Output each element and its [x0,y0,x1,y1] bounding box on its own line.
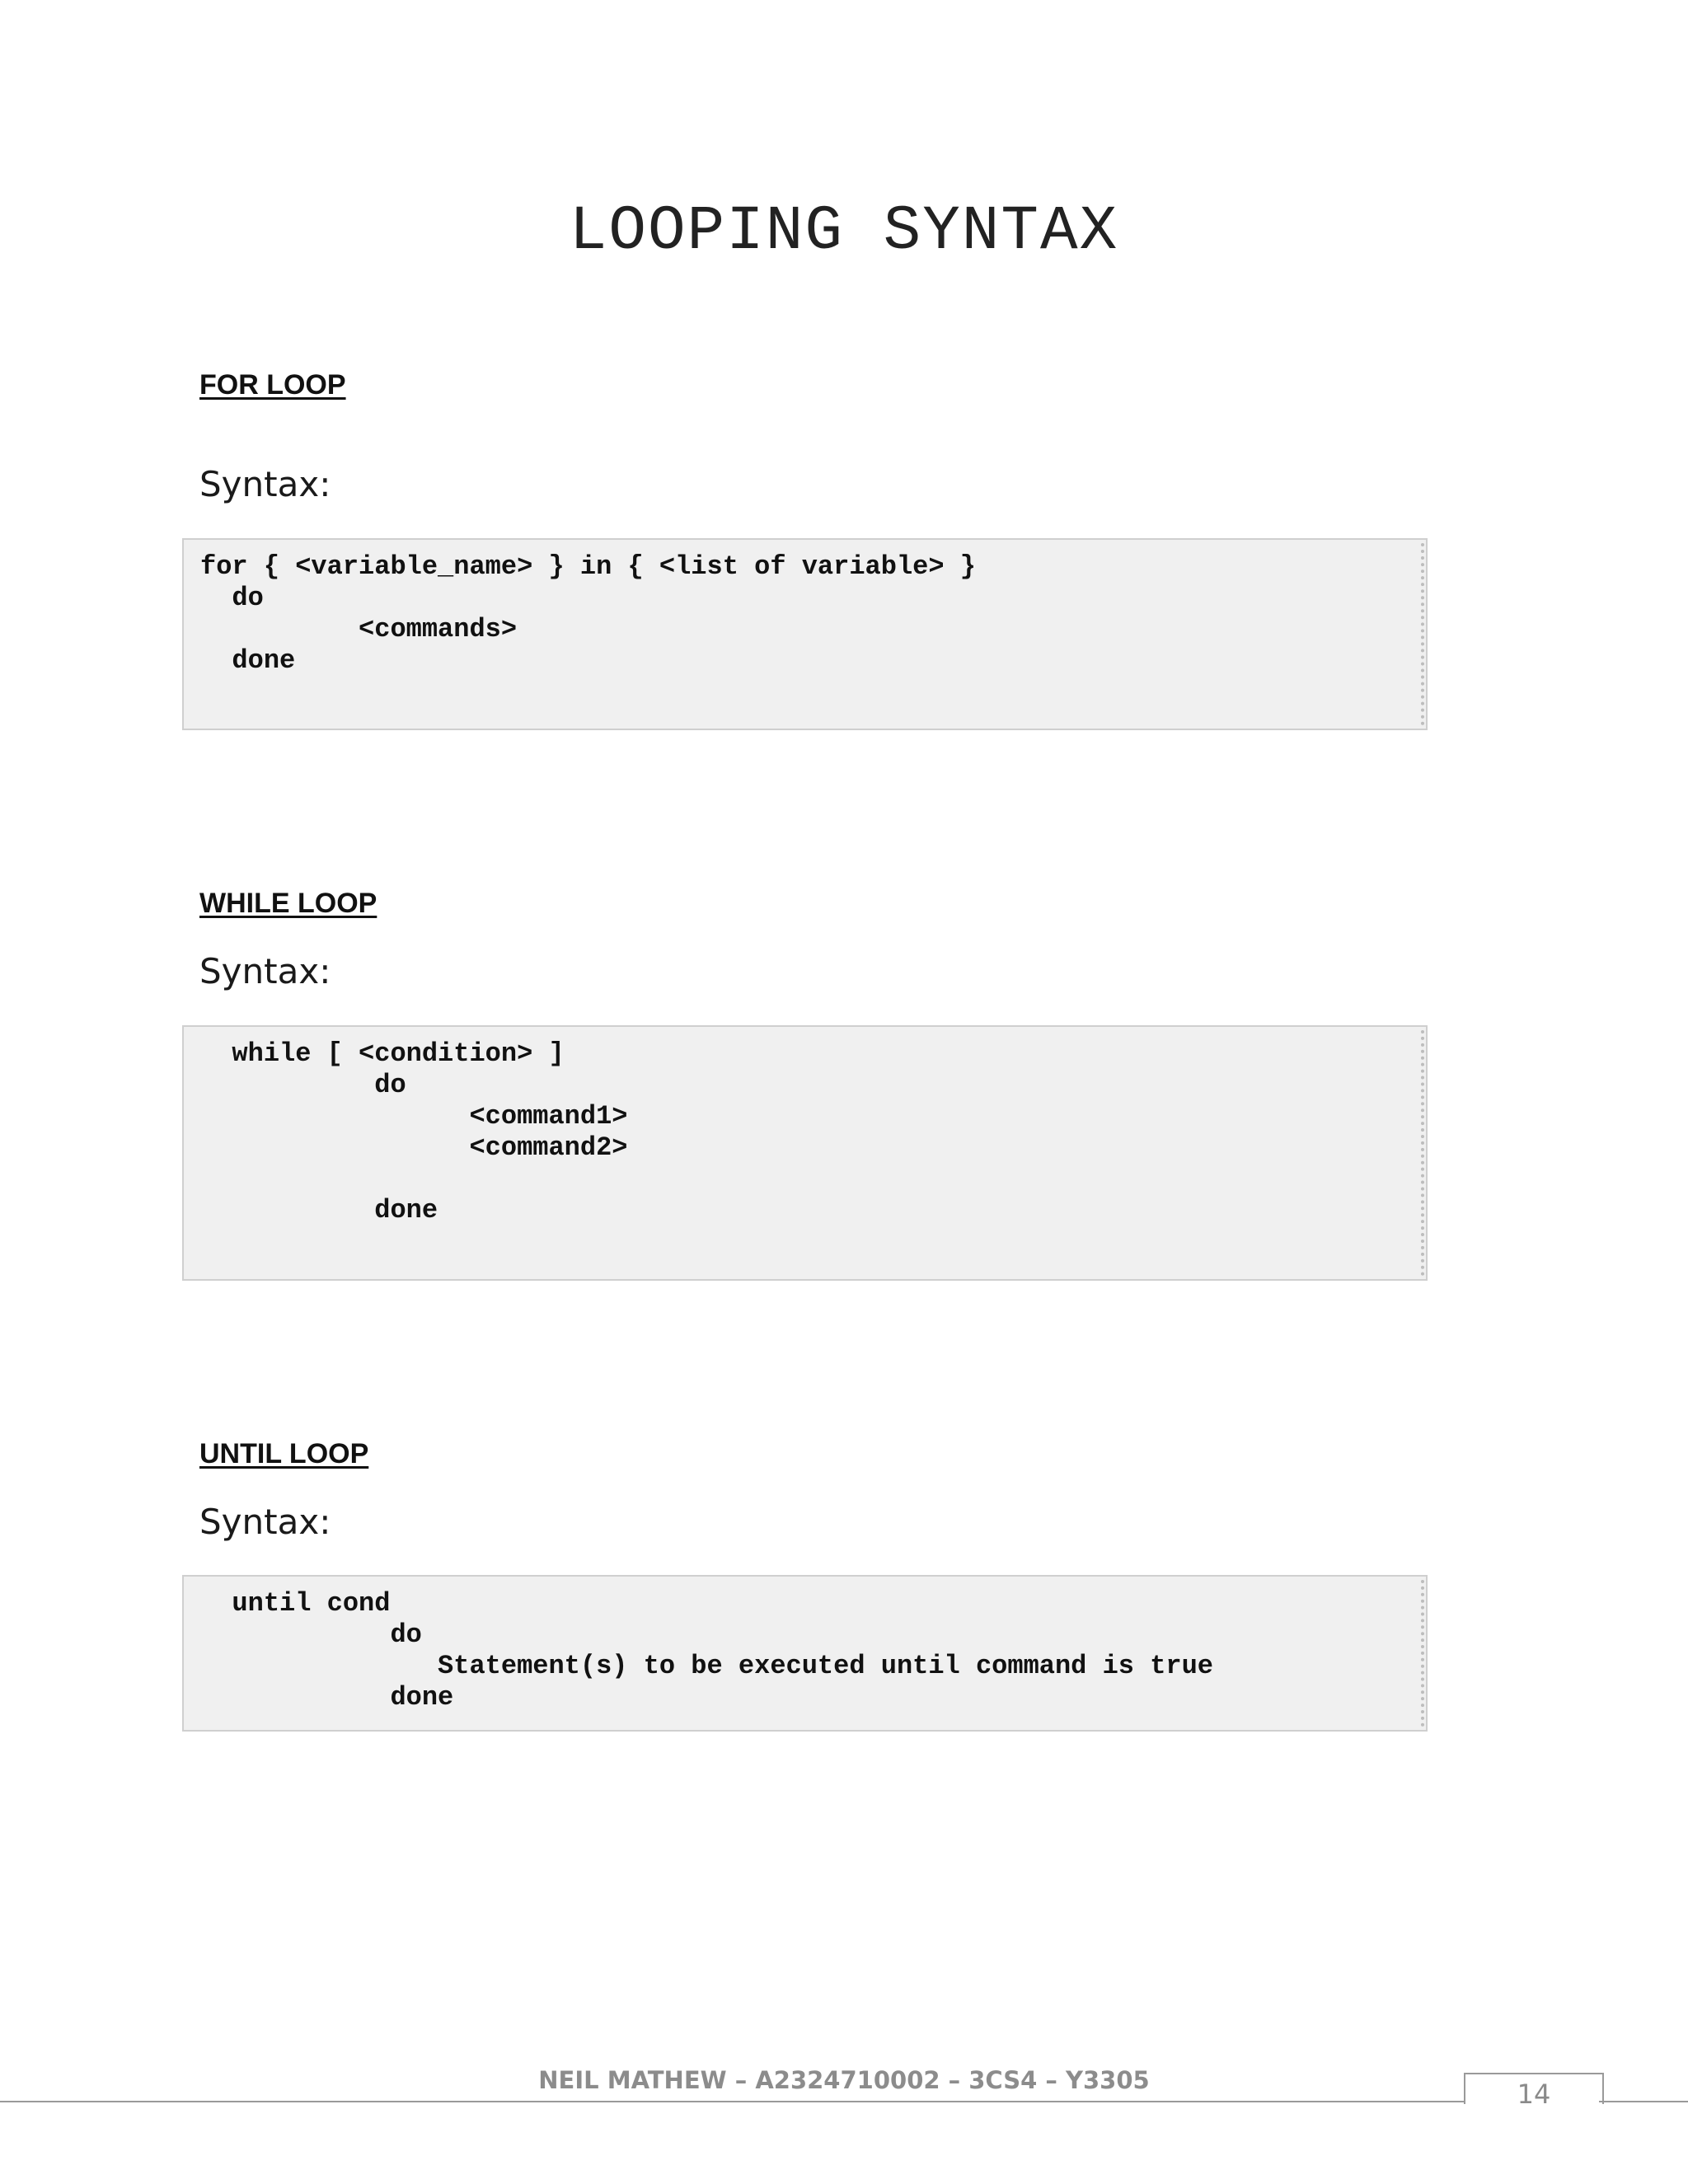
for-loop-code: for { <variable_name> } in { <list of variable> } do <commands> done [200,551,976,676]
until-loop-code-block [182,1575,1428,1732]
for-loop-heading: FOR LOOP [199,369,346,401]
until-loop-syntax-label: Syntax: [199,1502,331,1542]
while-loop-syntax-label: Syntax: [199,951,331,991]
until-loop-code: until cond do Statement(s) to be executed until command is true done [232,1588,1213,1713]
page-number: 14 [1517,2079,1551,2110]
page-title: LOOPING SYNTAX [569,196,1119,267]
while-loop-code: while [ <condition> ] do <command1> <command2> done [232,1038,628,1226]
footer-divider-right [1599,2101,1688,2102]
while-loop-code-block [182,1025,1428,1281]
for-loop-code-block [182,538,1428,730]
for-loop-syntax-label: Syntax: [199,464,331,504]
footer-divider-left [0,2101,1465,2102]
footer-author-info: NEIL MATHEW – A2324710002 – 3CS4 – Y3305 [538,2066,1150,2094]
until-loop-heading: UNTIL LOOP [199,1438,369,1469]
while-loop-heading: WHILE LOOP [199,888,377,919]
